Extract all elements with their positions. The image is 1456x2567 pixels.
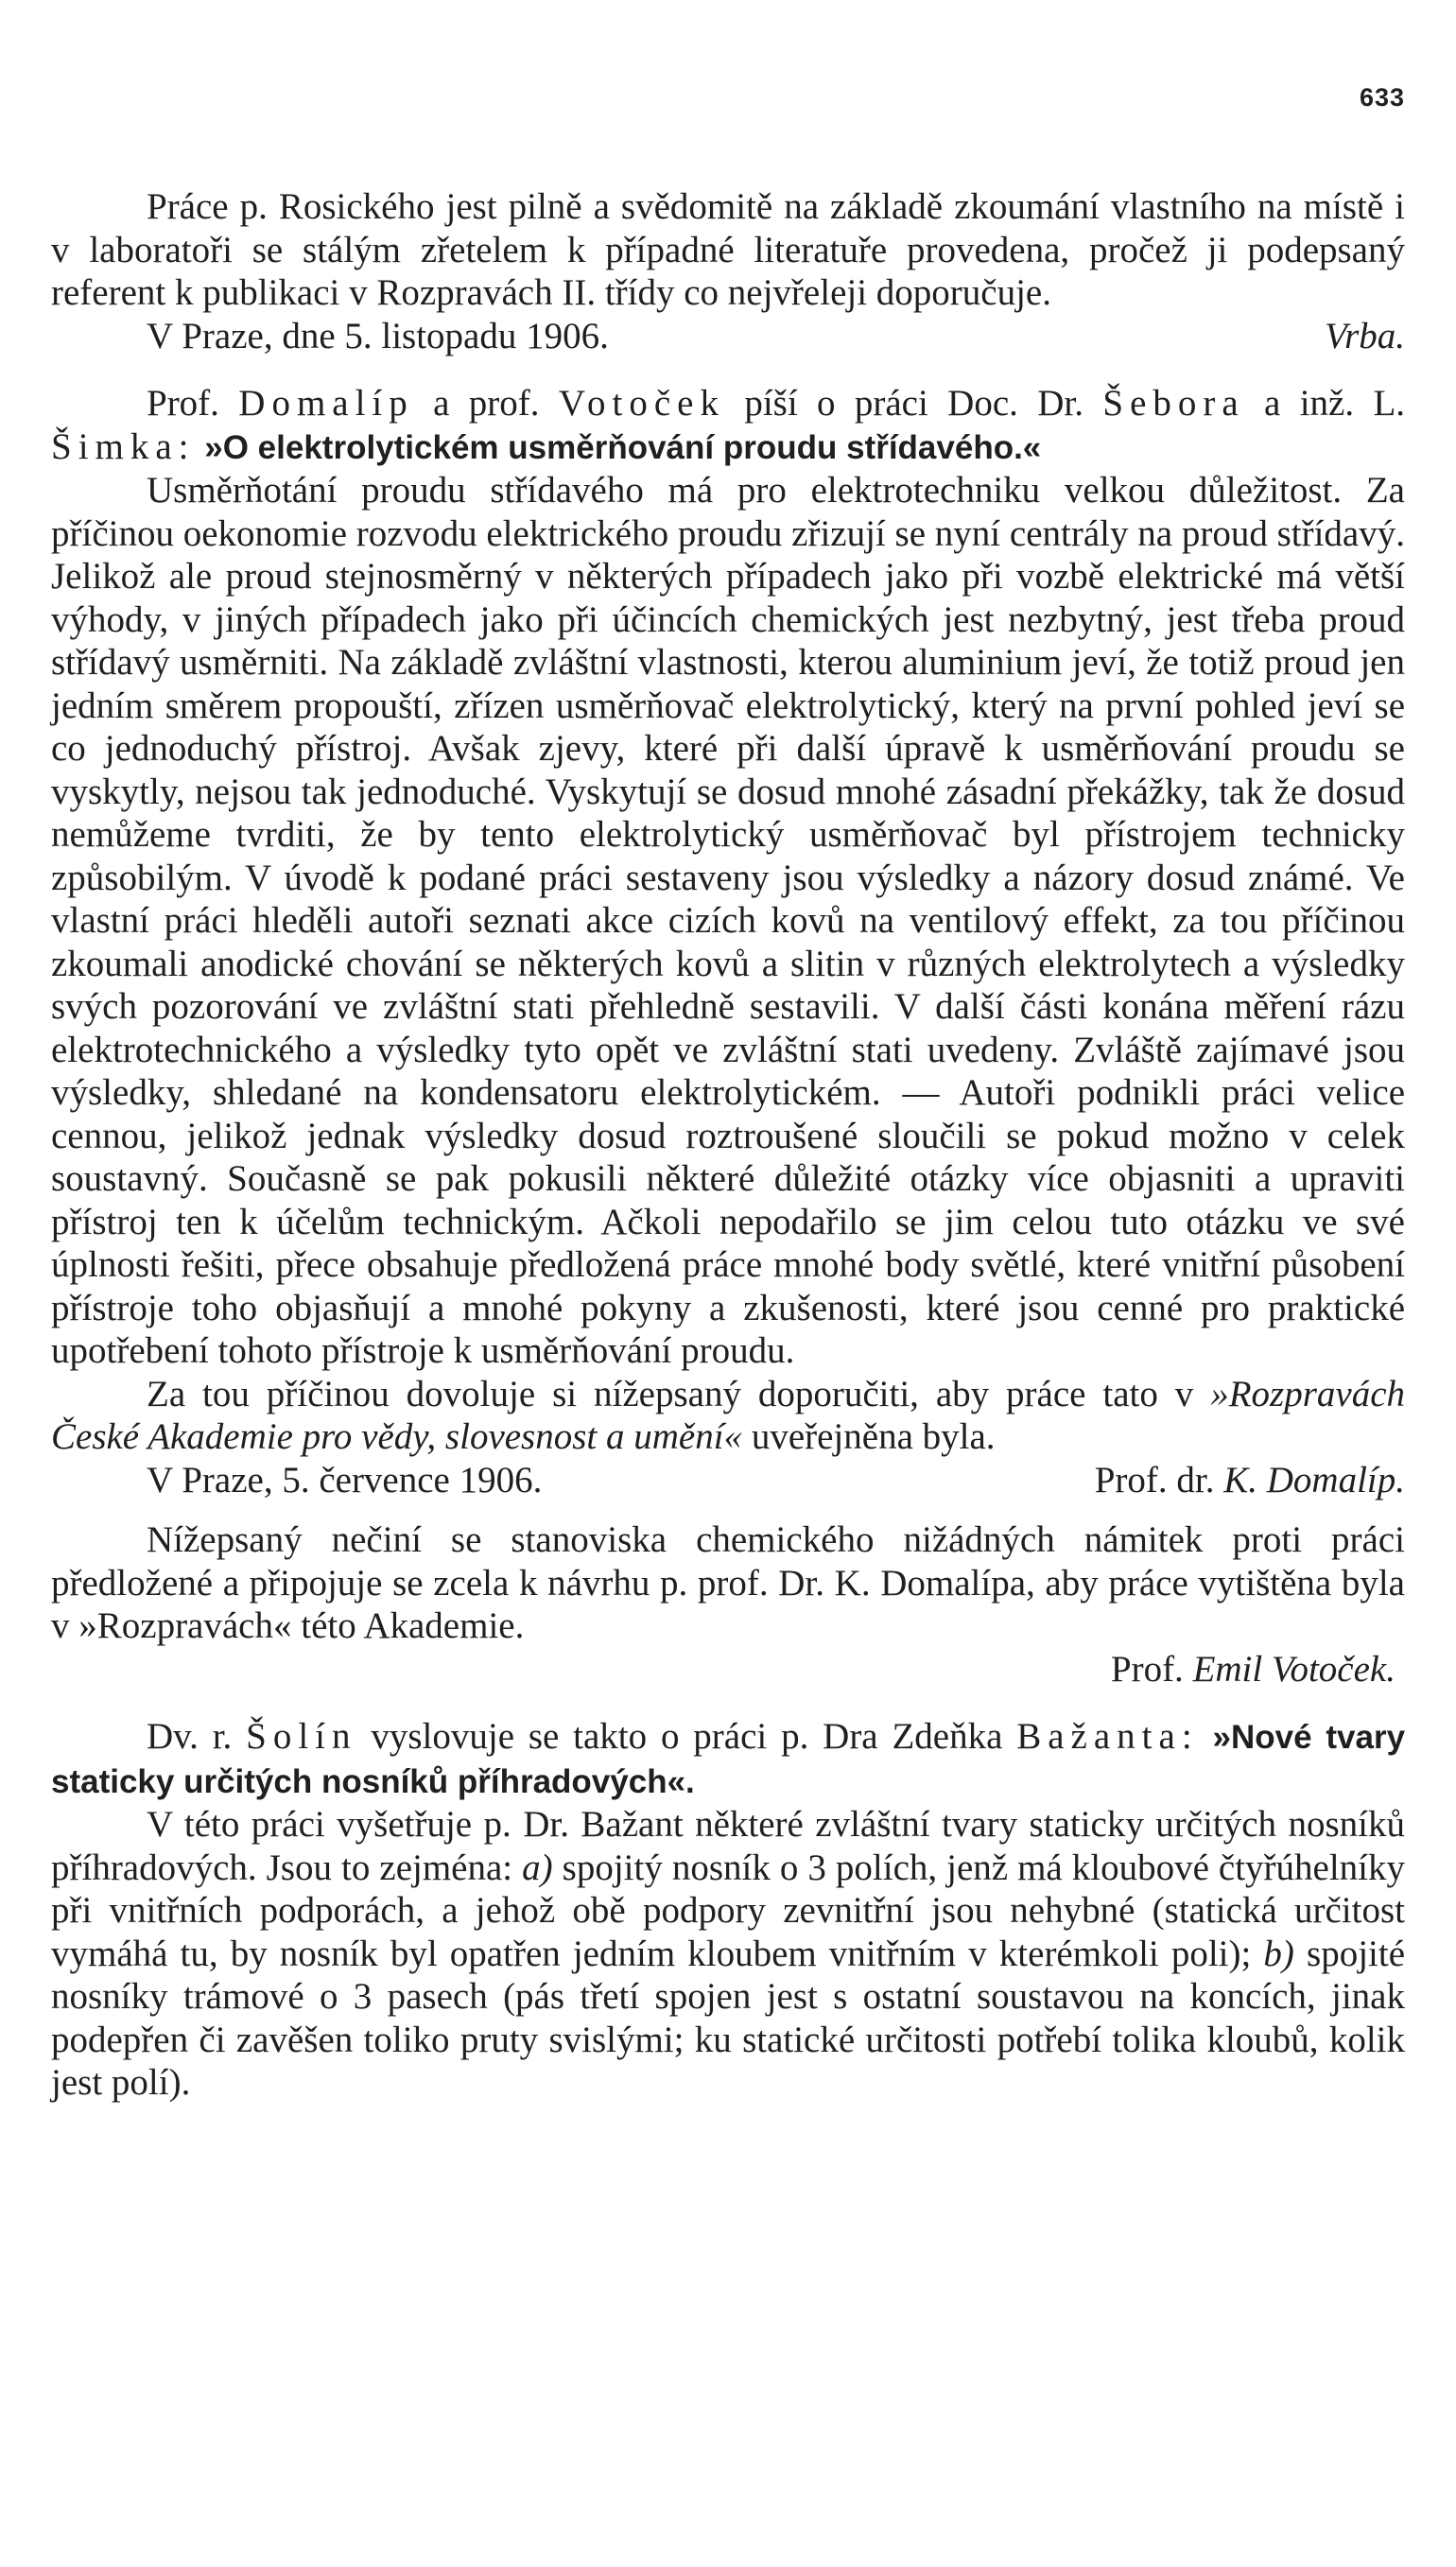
author-name-simek: Šimka:	[51, 425, 196, 467]
heading-bazant-review	[51, 1715, 1405, 1803]
signature-title: Prof.	[1110, 1648, 1184, 1690]
paragraph-rectifier-review: Usměrňotání proudu střídavého má pro elektrotechniku velkou důležitost. Za příčinou oekonomie rozvodu elektrického proudu zřizují se nyní centrály na proud střídavý. Jelikož ale proud stejnosměrný v některých případech jako při vozbě elektrické má větší výhody, v jiných případech jako při účincích chemických jest nezbytný, jest třeba proud střídavý usměrniti. Na základě zvláštní vlastnosti, kterou aluminium jeví, že totiž proud jen jedním směrem propouští, zřízen usměrňovač elektrolytický, který na první pohled jeví se co jednoduchý přístroj. Avšak zjevy, které při další úpravě k usměrňování proudu se vyskytly, nejsou tak jednoduché. Vyskytují se dosud mnohé zásadní překážky, tak že dosud nemůžeme tvrditi, že by tento elektrolytický usměrňovač byl přístrojem technicky způsobilým. V úvodě k podané práci sestaveny jsou výsledky a názory dosud známé. Ve vlastní práci hleděli autoři seznati akce cizích kovů na ventilový effekt, za tou příčinou zkoumali anodické chování se některých kovů a slitin v různých elektrolytech a výsledky svých pozorování ve zvláštní stati přehledně sestavili. V další části konána měření rázu elektrotechnického a výsledky tyto opět ve zvláštní stati uvedeny. Zvláště zajímavé jsou výsledky, shledané na kondensatoru elektrolytickém. — Autoři podnikli práci velice cennou, jelikož jednak výsledky dosud roztroušené sloučili se pokud možno v celek soustavný. Současně se pak pokusili některé důležité otázky více objasniti a upraviti přístroj ten k účelům technickým. Ačkoli nepodařilo se jim celou tuto otázku ve své úplnosti řešiti, přece obsahuje předložená práce mnohé body světlé, které vnitřní působení přístroje toho objasňují a mnohé pokyny a zkušenosti, které jsou cenné pro praktické upotřebení tohoto přístroje k usměrňování proudu.	[51, 470, 1405, 1371]
signature-line-vrba	[51, 315, 1405, 358]
heading-text: Prof.	[147, 383, 219, 424]
author-name-bazant: Bažanta:	[1016, 1716, 1199, 1757]
heading-text: a inž. L.	[1264, 383, 1406, 424]
recommendation-text: uveřejněna byla.	[751, 1416, 996, 1457]
heading-text: píší o práci Doc. Dr.	[744, 383, 1084, 424]
heading-text: Dv. r.	[147, 1716, 233, 1757]
signature-name-domalip: K. Domalíp.	[1223, 1459, 1405, 1500]
work-title: »Nové tvary staticky určitých nosníků příhradových«.	[51, 1719, 1406, 1800]
heading-text: vyslovuje se takto o práci p. Dra Zdeňka	[371, 1716, 1003, 1757]
recommendation-text: Za tou příčinou dovoluje si nížepsaný doporučiti, aby práce tato v	[147, 1373, 1194, 1414]
review-text: spojitý nosník o 3 polích, jenž má kloubové čtyřúhelníky při vnitřních podporách, a jehož obě podpory zevnitřní jsou nehybné (statická určitost vymáhá tu, by nosník byl opatřen jedním kloubem vnitřním v kterémkoli poli);	[51, 1847, 1406, 1974]
signature-line-votocek	[51, 1648, 1405, 1691]
heading-sebor-simek-review	[51, 382, 1405, 469]
paragraph-trusses-review	[51, 1803, 1405, 2105]
author-name-votocek: Votoček	[558, 383, 725, 424]
signature-name-votocek: Emil Votoček.	[1192, 1648, 1395, 1690]
review-text: spojité nosníky trámové o 3 pasech (pás třetí spojen jest s ostatní soustavou na koncích, jinak podepřen či zavěšen toliko pruty svislými; ku statické určitosti potřebí tolika kloubů, kolik jest polí).	[51, 1933, 1406, 2103]
author-name-solin: Šolín	[246, 1716, 357, 1757]
journal-name: »Rozpravách České Akademie pro vědy, slovesnost a umění«	[51, 1373, 1406, 1457]
paragraph-recommendation	[51, 1373, 1405, 1459]
heading-text: a prof.	[433, 383, 540, 424]
item-marker-b: b)	[1263, 1933, 1294, 1974]
work-title: »O elektrolytickém usměrňování proudu střídavého.«	[204, 428, 1042, 466]
paragraph-rosicky-review: Práce p. Rosického jest pilně a svědomitě na základě zkoumání vlastního na místě i v laboratoři se stálým zřetelem k případné literatuře provedena, pročež ji podepsaný referent k publikaci v Rozpravách II. třídy co nejvřeleji doporučuje.	[51, 186, 1405, 313]
author-name-sebor: Šebora	[1102, 383, 1245, 424]
signature-domalip	[1095, 1459, 1405, 1502]
author-name-domalip: Domalíp	[238, 383, 414, 424]
page-body	[51, 185, 1405, 2105]
item-marker-a: a)	[522, 1847, 553, 1888]
signature-name-vrba: Vrba.	[1325, 315, 1405, 356]
signature-line-domalip	[51, 1459, 1405, 1502]
signature-place-date: V Praze, 5. července 1906.	[147, 1459, 543, 1500]
signature-title: Prof. dr.	[1094, 1459, 1215, 1500]
paragraph-votocek-statement: Nížepsaný nečiní se stanoviska chemického nižádných námitek proti práci předložené a připojuje se zcela k návrhu p. prof. Dr. K. Domalípa, aby práce vytištěna byla v »Rozpravách« této Akademie.	[51, 1519, 1405, 1646]
signature-place-date: V Praze, dne 5. listopadu 1906.	[147, 315, 609, 356]
review-text: V této práci vyšetřuje p. Dr. Bažant některé zvláštní tvary staticky určitých nosníků příhradových. Jsou to zejména:	[51, 1804, 1405, 1888]
page-number: 633	[1359, 83, 1405, 112]
